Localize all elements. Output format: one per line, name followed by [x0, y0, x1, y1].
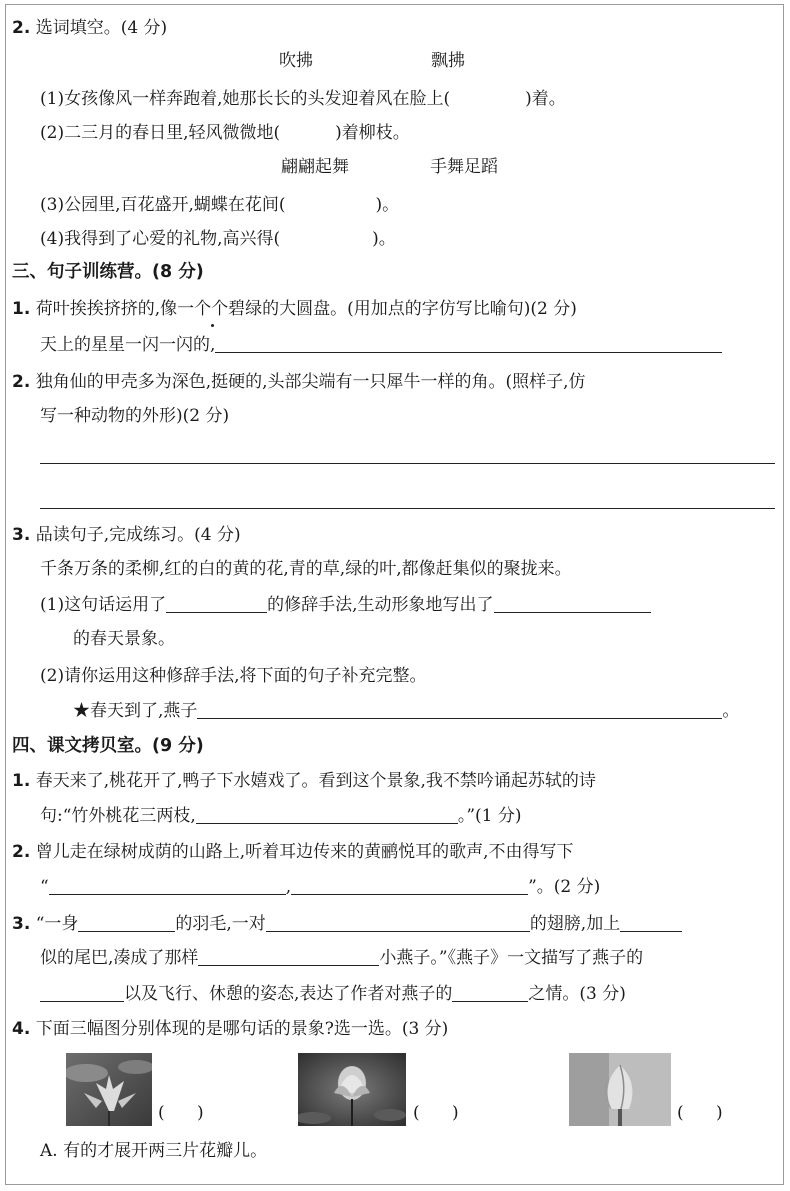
s4-q3-line3: 以及飞行、休憩的姿态,表达了作者对燕子的 之情。(3 分) — [40, 982, 626, 1006]
answer-blank[interactable] — [49, 876, 286, 895]
word-option: 翩翩起舞 — [281, 157, 349, 177]
s3-question-2-cont: 写一种动物的外形)(2 分) — [40, 406, 230, 426]
answer-blank[interactable] — [198, 947, 379, 966]
section-4-title: 四、课文拷贝室。(9 分) — [12, 736, 204, 756]
s3-question-3: 3. 品读句子,完成练习。(4 分) — [12, 525, 241, 545]
answer-paren[interactable]: ( ) — [413, 1103, 459, 1123]
word-option: 吹拂 — [279, 51, 313, 71]
s4-question-2: 2. 曾儿走在绿树成荫的山路上,听着耳边传来的黄鹂悦耳的歌声,不由得写下 — [12, 842, 574, 862]
answer-blank[interactable] — [196, 805, 458, 824]
s4-q3-line2: 似的尾巴,凑成了那样 小燕子。”《燕子》一文描写了燕子的 — [40, 948, 644, 968]
passage-text: 千条万条的柔柳,红的白的黄的花,青的草,绿的叶,都像赶集似的聚拢来。 — [40, 559, 572, 579]
answer-blank[interactable] — [291, 876, 528, 895]
lotus-open-photo — [66, 1053, 152, 1126]
fill-sentence-1: (1)女孩像风一样奔跑着,她那长长的头发迎着风在脸上( )着。 — [40, 89, 566, 109]
fill-sentence-2: (2)二三月的春日里,轻风微微地( )着柳枝。 — [40, 123, 410, 143]
s3-q3-sub2: (2)请你运用这种修辞手法,将下面的句子补充完整。 — [40, 666, 427, 686]
lotus-bud-photo — [569, 1053, 671, 1126]
s3-question-1: 1. 荷叶挨挨挤挤的,像一个个碧绿的大圆盘。(用加点的字仿写比喻句)(2 分) — [12, 299, 577, 319]
answer-blank[interactable] — [266, 913, 530, 932]
s3-question-2: 2. 独角仙的甲壳多为深色,挺硬的,头部尖端有一只犀牛一样的角。(照样子,仿 — [12, 372, 586, 392]
fill-sentence-3: (3)公园里,百花盛开,蝴蝶在花间( )。 — [40, 195, 400, 215]
answer-blank[interactable] — [620, 913, 682, 932]
emphasis-dot — [211, 324, 214, 327]
s4-question-1: 1. 春天来了,桃花开了,鸭子下水嬉戏了。看到这个景象,我不禁吟诵起苏轼的诗 — [12, 771, 596, 791]
answer-blank[interactable] — [452, 983, 528, 1002]
word-option: 飘拂 — [431, 51, 465, 71]
word-option: 手舞足蹈 — [430, 157, 498, 177]
s3-q1-answer-line: 天上的星星一闪一闪的, — [40, 333, 722, 357]
fill-sentence-4: (4)我得到了心爱的礼物,高兴得( )。 — [40, 229, 396, 249]
s4-question-4: 4. 下面三幅图分别体现的是哪句话的景象?选一选。(3 分) — [12, 1019, 449, 1039]
answer-blank[interactable] — [78, 913, 175, 932]
question-2-title: 2. 选词填空。(4 分) — [12, 18, 168, 38]
s4-question-3: 3. “一身 的羽毛,一对 的翅膀,加上 — [12, 912, 682, 936]
answer-blank[interactable] — [197, 700, 722, 719]
s3-q3-star-line: ★春天到了,燕子 。 — [73, 701, 740, 721]
s3-q3-sub1: (1)这句话运用了 的修辞手法,生动形象地写出了 — [40, 593, 651, 617]
answer-blank[interactable] — [494, 594, 651, 613]
answer-line[interactable] — [40, 508, 775, 509]
answer-blank[interactable] — [40, 983, 124, 1002]
answer-line[interactable] — [40, 463, 775, 464]
section-3-title: 三、句子训练营。(8 分) — [12, 262, 204, 282]
answer-blank[interactable] — [166, 594, 267, 613]
answer-paren[interactable]: ( ) — [158, 1103, 204, 1123]
s4-q1-line: 句:“竹外桃花三两枝, 。”(1 分) — [40, 806, 522, 826]
s4-q2-line: “ , ”。(2 分) — [40, 877, 601, 897]
lotus-half-open-photo — [298, 1053, 406, 1126]
answer-blank[interactable] — [215, 334, 722, 353]
s3-q3-sub1-cont: 的春天景象。 — [73, 629, 175, 649]
option-a: A. 有的才展开两三片花瓣儿。 — [40, 1141, 268, 1161]
answer-paren[interactable]: ( ) — [677, 1103, 723, 1123]
